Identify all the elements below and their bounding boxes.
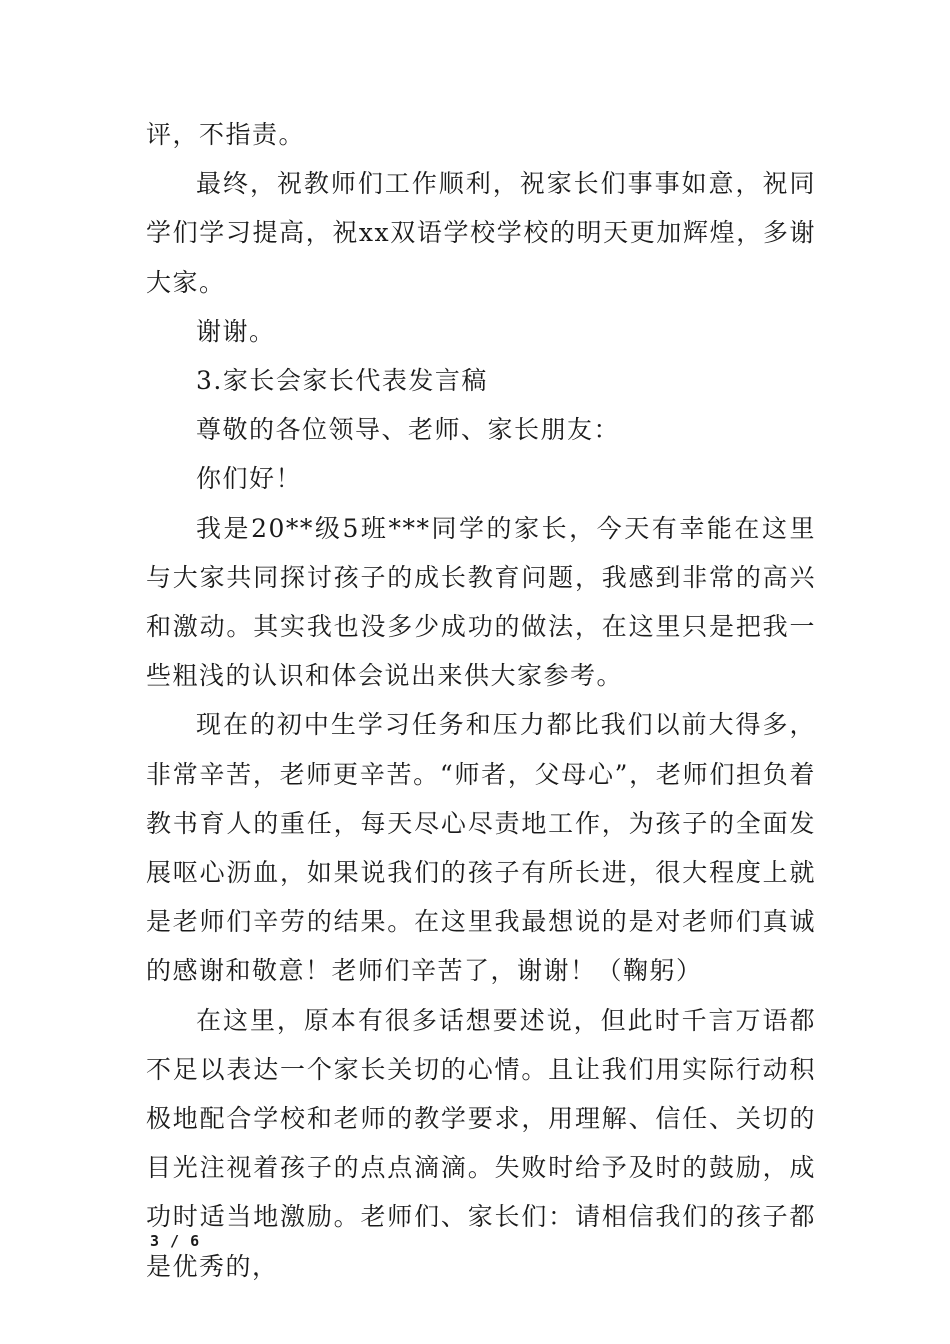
paragraph-2: 最终，祝教师们工作顺利，祝家长们事事如意，祝同学们学习提高，祝xx双语学校学校的明天更加辉煌，多谢大家。	[146, 169, 816, 297]
greeting: 你们好！	[196, 464, 303, 494]
paragraph-7: 我是20**级5班***同学的家长，今天有幸能在这里与大家共同探讨孩子的成长教育问题，我感到非常的高兴和激动。其实我也没多少成功的做法，在这里只是把我一些粗浅的认识和体会说出来供大家参考。	[146, 513, 816, 691]
page-number: 3 / 6	[150, 1232, 201, 1250]
section-heading: 3.家长会家长代表发言稿	[196, 366, 488, 396]
document-body	[146, 110, 816, 1291]
paragraph-8: 现在的初中生学习任务和压力都比我们以前大得多，非常辛苦，老师更辛苦。“师者，父母心”，老师们担负着教书育人的重任，每天尽心尽责地工作，为孩子的全面发展呕心沥血，如果说我们的孩子有所长进，很大程度上就是老师们辛劳的结果。在这里我最想说的是对老师们真诚的感谢和敬意！老师们辛苦了，谢谢！（鞠躬）	[146, 710, 816, 986]
paragraph-1: 评，不指责。	[146, 120, 306, 149]
paragraph-9: 在这里，原本有很多话想要述说，但此时千言万语都不足以表达一个家长关切的心情。且让我们用实际行动积极地配合学校和老师的教学要求，用理解、信任、关切的目光注视着孩子的点点滴滴。失败时给予及时的鼓励，成功时适当地激励。老师们、家长们：请相信我们的孩子都是优秀的，	[146, 1005, 816, 1281]
salutation: 尊敬的各位领导、老师、家长朋友：	[196, 415, 621, 445]
paragraph-3: 谢谢。	[196, 316, 276, 346]
